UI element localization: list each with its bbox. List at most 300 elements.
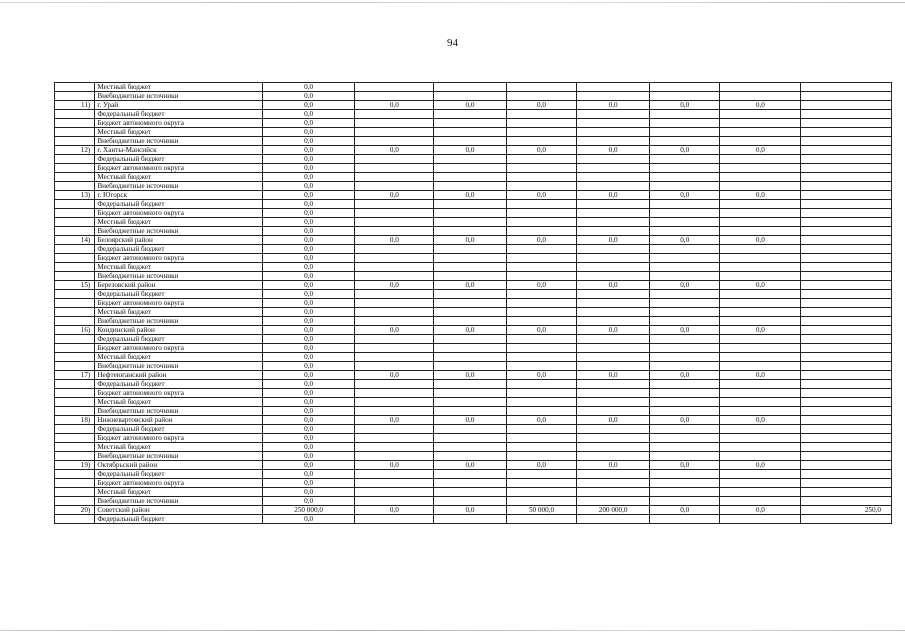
row-value-cell: 0,0 [434, 506, 507, 515]
row-number: 15) [55, 281, 95, 290]
row-value-cell [506, 290, 577, 299]
row-value-cell: 0,0 [355, 236, 434, 245]
row-value-cell: 0,0 [577, 191, 650, 200]
scan-edge-bottom [0, 630, 905, 631]
table-row [55, 272, 892, 281]
row-name: Внебюджетные источники [95, 227, 262, 236]
row-value-cell [801, 272, 892, 281]
row-value-cell: 0,0 [649, 191, 720, 200]
row-value-cell [434, 515, 507, 524]
row-value-cell [801, 119, 892, 128]
row-value-cell [720, 317, 801, 326]
row-number [55, 92, 95, 101]
row-value-cell [801, 227, 892, 236]
row-value-cell: 0,0 [355, 191, 434, 200]
row-total: 0,0 [262, 155, 355, 164]
row-value-cell: 200 000,0 [577, 506, 650, 515]
row-name: Федеральный бюджет [95, 515, 262, 524]
row-value-cell [801, 371, 892, 380]
row-value-cell [801, 353, 892, 362]
row-value-cell: 0,0 [355, 326, 434, 335]
row-value-cell: 0,0 [434, 461, 507, 470]
row-value-cell [720, 398, 801, 407]
table-row [55, 470, 892, 479]
row-value-cell [355, 227, 434, 236]
row-name: Местный бюджет [95, 488, 262, 497]
row-value-cell [720, 452, 801, 461]
row-value-cell [720, 362, 801, 371]
table-row [55, 137, 892, 146]
row-value-cell [434, 200, 507, 209]
row-value-cell [649, 164, 720, 173]
row-value-cell: 0,0 [649, 281, 720, 290]
row-number [55, 488, 95, 497]
row-value-cell [801, 488, 892, 497]
row-value-cell [506, 254, 577, 263]
row-value-cell [577, 497, 650, 506]
row-value-cell [801, 407, 892, 416]
row-value-cell [577, 263, 650, 272]
row-total: 0,0 [262, 479, 355, 488]
row-value-cell [434, 263, 507, 272]
row-name: Местный бюджет [95, 308, 262, 317]
table-row [55, 308, 892, 317]
row-value-cell [720, 137, 801, 146]
row-name: Бюджет автономного округа [95, 389, 262, 398]
row-value-cell [801, 128, 892, 137]
budget-table [54, 82, 892, 524]
row-value-cell [649, 254, 720, 263]
row-name: Местный бюджет [95, 398, 262, 407]
row-number [55, 209, 95, 218]
row-value-cell [506, 128, 577, 137]
row-total: 0,0 [262, 308, 355, 317]
row-total: 0,0 [262, 443, 355, 452]
scan-edge-top [0, 2, 905, 3]
row-value-cell [720, 443, 801, 452]
table-row [55, 146, 892, 155]
row-value-cell [355, 344, 434, 353]
row-name: Нижневартовский район [95, 416, 262, 425]
row-value-cell [801, 83, 892, 92]
row-value-cell [355, 479, 434, 488]
row-value-cell [355, 263, 434, 272]
row-name: Внебюджетные источники [95, 497, 262, 506]
row-name: Бюджет автономного округа [95, 164, 262, 173]
row-value-cell [355, 137, 434, 146]
row-value-cell: 0,0 [720, 371, 801, 380]
row-value-cell: 0,0 [577, 146, 650, 155]
row-value-cell [355, 182, 434, 191]
row-value-cell [355, 443, 434, 452]
row-value-cell [801, 308, 892, 317]
row-name: Внебюджетные источники [95, 137, 262, 146]
row-name: Федеральный бюджет [95, 110, 262, 119]
row-value-cell [720, 380, 801, 389]
row-value-cell [577, 380, 650, 389]
row-number [55, 182, 95, 191]
row-value-cell: 0,0 [506, 461, 577, 470]
row-number: 11) [55, 101, 95, 110]
row-value-cell [434, 443, 507, 452]
row-value-cell [577, 110, 650, 119]
row-total: 0,0 [262, 173, 355, 182]
row-total: 0,0 [262, 92, 355, 101]
row-number [55, 308, 95, 317]
row-value-cell [577, 308, 650, 317]
row-value-cell [720, 479, 801, 488]
row-value-cell [506, 137, 577, 146]
row-value-cell [720, 164, 801, 173]
row-value-cell: 0,0 [720, 191, 801, 200]
row-value-cell [720, 497, 801, 506]
table-row [55, 362, 892, 371]
row-value-cell: 0,0 [649, 371, 720, 380]
row-value-cell [355, 317, 434, 326]
row-number [55, 380, 95, 389]
row-value-cell: 0,0 [355, 281, 434, 290]
row-value-cell [801, 416, 892, 425]
row-value-cell [506, 155, 577, 164]
row-value-cell [434, 83, 507, 92]
row-value-cell [355, 452, 434, 461]
row-name: Бюджет автономного округа [95, 434, 262, 443]
row-number [55, 200, 95, 209]
row-number [55, 353, 95, 362]
row-number [55, 128, 95, 137]
row-value-cell [355, 290, 434, 299]
row-total: 0,0 [262, 353, 355, 362]
row-value-cell [720, 425, 801, 434]
budget-table-body [55, 83, 892, 524]
table-row [55, 488, 892, 497]
table-row [55, 290, 892, 299]
row-value-cell [434, 272, 507, 281]
row-name: Бюджет автономного округа [95, 209, 262, 218]
row-name: Березовский район [95, 281, 262, 290]
row-value-cell [720, 344, 801, 353]
row-name: Внебюджетные источники [95, 407, 262, 416]
row-value-cell [649, 227, 720, 236]
row-total: 0,0 [262, 254, 355, 263]
row-value-cell: 0,0 [434, 281, 507, 290]
table-row [55, 200, 892, 209]
row-value-cell: 0,0 [720, 461, 801, 470]
row-value-cell: 0,0 [506, 371, 577, 380]
row-value-cell [649, 425, 720, 434]
row-name: Федеральный бюджет [95, 470, 262, 479]
row-value-cell [577, 227, 650, 236]
table-row [55, 191, 892, 200]
table-row [55, 317, 892, 326]
table-row [55, 371, 892, 380]
row-name: Бюджет автономного округа [95, 344, 262, 353]
row-value-cell [355, 128, 434, 137]
row-value-cell [801, 155, 892, 164]
row-value-cell [434, 452, 507, 461]
row-total: 0,0 [262, 263, 355, 272]
row-total: 0,0 [262, 110, 355, 119]
row-total: 0,0 [262, 236, 355, 245]
row-total: 0,0 [262, 83, 355, 92]
row-value-cell [434, 425, 507, 434]
row-total: 0,0 [262, 362, 355, 371]
row-value-cell [801, 344, 892, 353]
row-value-cell: 0,0 [434, 146, 507, 155]
row-number [55, 155, 95, 164]
row-value-cell [434, 137, 507, 146]
row-value-cell [649, 137, 720, 146]
table-row [55, 434, 892, 443]
row-value-cell [720, 119, 801, 128]
row-number [55, 137, 95, 146]
row-value-cell [801, 335, 892, 344]
row-value-cell [801, 497, 892, 506]
row-value-cell [720, 434, 801, 443]
row-value-cell [577, 407, 650, 416]
row-value-cell: 0,0 [506, 101, 577, 110]
row-name: Бюджет автономного округа [95, 479, 262, 488]
table-row [55, 443, 892, 452]
table-row [55, 110, 892, 119]
row-total: 0,0 [262, 461, 355, 470]
row-total: 0,0 [262, 416, 355, 425]
table-row [55, 407, 892, 416]
row-value-cell [801, 146, 892, 155]
row-value-cell [506, 389, 577, 398]
row-number: 12) [55, 146, 95, 155]
row-value-cell [506, 380, 577, 389]
row-value-cell [434, 479, 507, 488]
row-value-cell: 0,0 [355, 461, 434, 470]
row-value-cell [434, 290, 507, 299]
row-total: 0,0 [262, 200, 355, 209]
row-value-cell [720, 488, 801, 497]
row-total: 0,0 [262, 245, 355, 254]
row-value-cell [577, 92, 650, 101]
row-value-cell: 0,0 [506, 416, 577, 425]
row-value-cell [720, 209, 801, 218]
row-value-cell: 0,0 [355, 506, 434, 515]
row-value-cell: 0,0 [355, 146, 434, 155]
row-value-cell [577, 137, 650, 146]
row-value-cell [577, 254, 650, 263]
row-value-cell: 0,0 [434, 416, 507, 425]
row-value-cell [577, 362, 650, 371]
row-number [55, 425, 95, 434]
row-value-cell: 0,0 [649, 461, 720, 470]
table-row [55, 119, 892, 128]
row-value-cell [649, 263, 720, 272]
row-value-cell [355, 92, 434, 101]
row-number [55, 110, 95, 119]
row-number [55, 479, 95, 488]
row-value-cell [801, 236, 892, 245]
row-total: 0,0 [262, 335, 355, 344]
row-value-cell [720, 155, 801, 164]
row-name: Советский район [95, 506, 262, 515]
table-row [55, 335, 892, 344]
row-total: 0,0 [262, 389, 355, 398]
row-value-cell [649, 155, 720, 164]
row-value-cell [801, 380, 892, 389]
row-number [55, 317, 95, 326]
row-total: 250 000,0 [262, 506, 355, 515]
row-value-cell: 0,0 [649, 416, 720, 425]
row-value-cell: 0,0 [720, 326, 801, 335]
row-number [55, 119, 95, 128]
row-value-cell [649, 299, 720, 308]
row-value-cell [649, 488, 720, 497]
row-value-cell [720, 173, 801, 182]
row-value-cell: 0,0 [434, 326, 507, 335]
row-value-cell [355, 200, 434, 209]
row-value-cell [801, 479, 892, 488]
row-value-cell [720, 299, 801, 308]
row-name: Внебюджетные источники [95, 272, 262, 281]
row-value-cell: 0,0 [434, 101, 507, 110]
row-value-cell [355, 515, 434, 524]
row-total: 0,0 [262, 281, 355, 290]
row-name: Внебюджетные источники [95, 92, 262, 101]
row-name: Бюджет автономного округа [95, 299, 262, 308]
row-value-cell [577, 434, 650, 443]
row-name: Федеральный бюджет [95, 155, 262, 164]
row-value-cell [434, 245, 507, 254]
row-value-cell [801, 461, 892, 470]
row-value-cell [577, 128, 650, 137]
row-value-cell: 0,0 [506, 236, 577, 245]
row-value-cell [720, 353, 801, 362]
row-name: Местный бюджет [95, 218, 262, 227]
row-value-cell [649, 452, 720, 461]
row-value-cell [801, 452, 892, 461]
row-name: Октябрьский район [95, 461, 262, 470]
table-row [55, 92, 892, 101]
row-value-cell: 0,0 [434, 191, 507, 200]
row-value-cell [577, 344, 650, 353]
row-number [55, 344, 95, 353]
row-value-cell [649, 218, 720, 227]
table-row [55, 497, 892, 506]
row-value-cell: 0,0 [577, 236, 650, 245]
table-row [55, 380, 892, 389]
row-total: 0,0 [262, 128, 355, 137]
row-value-cell [801, 470, 892, 479]
row-total: 0,0 [262, 209, 355, 218]
row-value-cell [506, 353, 577, 362]
row-number: 14) [55, 236, 95, 245]
row-value-cell [434, 299, 507, 308]
row-name: Местный бюджет [95, 83, 262, 92]
table-row [55, 506, 892, 515]
row-value-cell [720, 200, 801, 209]
row-value-cell [577, 353, 650, 362]
row-value-cell [720, 218, 801, 227]
row-total: 0,0 [262, 317, 355, 326]
row-value-cell: 0,0 [577, 101, 650, 110]
row-number [55, 272, 95, 281]
row-value-cell [434, 128, 507, 137]
row-number [55, 434, 95, 443]
row-value-cell [355, 470, 434, 479]
row-value-cell [649, 407, 720, 416]
row-value-cell [506, 452, 577, 461]
row-value-cell [355, 488, 434, 497]
row-number [55, 254, 95, 263]
row-value-cell [355, 434, 434, 443]
row-name: Белоярский район [95, 236, 262, 245]
row-value-cell [649, 515, 720, 524]
row-name: Федеральный бюджет [95, 200, 262, 209]
row-value-cell [801, 515, 892, 524]
table-row [55, 83, 892, 92]
row-value-cell: 0,0 [720, 146, 801, 155]
row-value-cell: 0,0 [577, 461, 650, 470]
row-value-cell [649, 362, 720, 371]
row-number [55, 452, 95, 461]
table-row [55, 479, 892, 488]
row-number: 13) [55, 191, 95, 200]
row-value-cell [801, 164, 892, 173]
row-value-cell [649, 128, 720, 137]
row-value-cell [649, 434, 720, 443]
row-value-cell: 0,0 [355, 416, 434, 425]
row-value-cell [506, 263, 577, 272]
table-row [55, 398, 892, 407]
row-name: г. Югорск [95, 191, 262, 200]
row-value-cell [801, 209, 892, 218]
row-name: Местный бюджет [95, 173, 262, 182]
row-name: Местный бюджет [95, 128, 262, 137]
row-total: 0,0 [262, 191, 355, 200]
row-value-cell [434, 110, 507, 119]
row-value-cell [434, 254, 507, 263]
row-value-cell: 0,0 [355, 101, 434, 110]
row-name: Нефтеюганский район [95, 371, 262, 380]
row-value-cell [434, 209, 507, 218]
row-name: Внебюджетные источники [95, 317, 262, 326]
row-value-cell [434, 155, 507, 164]
row-value-cell [355, 308, 434, 317]
table-row [55, 461, 892, 470]
row-value-cell: 0,0 [720, 101, 801, 110]
row-value-cell [577, 398, 650, 407]
row-total: 0,0 [262, 182, 355, 191]
row-value-cell [506, 479, 577, 488]
row-value-cell [801, 434, 892, 443]
table-row [55, 236, 892, 245]
row-value-cell [720, 92, 801, 101]
row-value-cell: 0,0 [434, 236, 507, 245]
row-value-cell [649, 272, 720, 281]
row-value-cell [649, 173, 720, 182]
row-value-cell [355, 155, 434, 164]
row-value-cell [577, 200, 650, 209]
row-value-cell [506, 92, 577, 101]
row-value-cell: 0,0 [355, 371, 434, 380]
row-total: 0,0 [262, 398, 355, 407]
row-value-cell [577, 299, 650, 308]
row-value-cell [649, 83, 720, 92]
row-value-cell [577, 173, 650, 182]
row-value-cell: 0,0 [434, 371, 507, 380]
row-total: 0,0 [262, 371, 355, 380]
row-value-cell [720, 182, 801, 191]
table-row [55, 164, 892, 173]
table-row [55, 416, 892, 425]
row-value-cell: 0,0 [649, 506, 720, 515]
